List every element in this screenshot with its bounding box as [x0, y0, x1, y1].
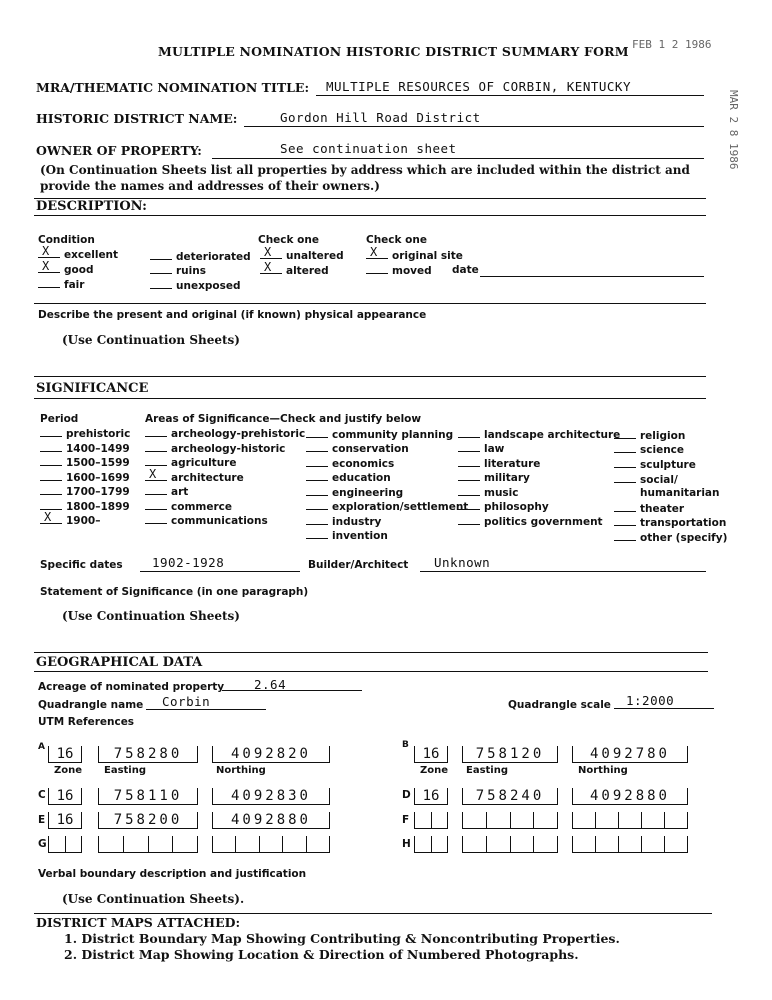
area-item: commerce — [145, 500, 232, 513]
period-item: 1500–1599 — [40, 456, 130, 469]
zone-label: Zone — [420, 765, 449, 776]
specific-dates-label: Specific dates — [40, 559, 123, 571]
area-item: exploration/settlement — [306, 500, 468, 513]
acreage-label: Acreage of nominated property — [38, 681, 225, 693]
description-heading: DESCRIPTION: — [36, 199, 147, 214]
utm-f-zone — [414, 812, 448, 829]
period-item: 1800–1899 — [40, 500, 130, 513]
area-item: conservation — [306, 442, 409, 455]
condition-fair: fair — [38, 278, 84, 291]
utm-letter-g: G — [38, 838, 47, 850]
date-line — [480, 276, 704, 277]
date-label: date — [452, 264, 479, 276]
side-stamp: MAR 2 8 1986 — [727, 90, 740, 170]
quad-scale-label: Quadrangle scale — [508, 699, 611, 711]
divider — [34, 671, 708, 672]
area-item: invention — [306, 529, 388, 542]
condition-good: X good — [38, 263, 93, 276]
northing-label: Northing — [216, 765, 266, 776]
owner-line — [212, 158, 704, 159]
acreage-line — [222, 690, 362, 691]
utm-h-northing — [572, 836, 688, 853]
area-item: community planning — [306, 428, 453, 441]
area-item: music — [458, 486, 519, 499]
period-item: X 1900– — [40, 514, 100, 527]
form-title: MULTIPLE NOMINATION HISTORIC DISTRICT SUMMARY FORM — [158, 44, 629, 59]
utm-letter-h: H — [402, 838, 411, 850]
appearance-label: Describe the present and original (if known) physical appearance — [38, 309, 427, 321]
verbal-label: Verbal boundary description and justification — [38, 868, 307, 880]
check-one-label: Check one — [366, 234, 427, 246]
maps-item: 1. District Boundary Map Showing Contributing & Noncontributing Properties. — [64, 931, 620, 946]
area-item: military — [458, 471, 530, 484]
utm-label: UTM References — [38, 716, 135, 728]
maps-item: 2. District Map Showing Location & Direction of Numbered Photographs. — [64, 947, 579, 962]
area-item: social/ — [614, 473, 678, 486]
area-item: humanitarian — [640, 487, 720, 499]
owner-note-2: provide the names and addresses of their owners.) — [40, 179, 380, 193]
moved: moved — [366, 264, 432, 277]
utm-e-zone: 16 — [48, 812, 82, 829]
utm-d-easting: 758240 — [462, 788, 558, 805]
area-item: archeology-prehistoric — [145, 427, 305, 440]
condition-excellent: X excellent — [38, 248, 118, 261]
significance-heading: SIGNIFICANCE — [36, 381, 149, 396]
builder-label: Builder/Architect — [308, 559, 409, 571]
area-item: education — [306, 471, 391, 484]
period-item: 1700–1799 — [40, 485, 130, 498]
utm-g-northing — [212, 836, 330, 853]
quad-name-value: Corbin — [162, 694, 211, 709]
divider — [34, 376, 706, 377]
area-item: archeology-historic — [145, 442, 285, 455]
period-item: 1600–1699 — [40, 471, 130, 484]
mra-value: MULTIPLE RESOURCES OF CORBIN, KENTUCKY — [326, 79, 631, 94]
area-item: theater — [614, 502, 684, 515]
use-continuation-sheets: (Use Continuation Sheets) — [62, 609, 240, 623]
received-stamp: FEB 1 2 1986 — [632, 38, 712, 51]
utm-d-northing: 4092880 — [572, 788, 688, 805]
utm-letter-e: E — [38, 814, 46, 826]
maps-heading: DISTRICT MAPS ATTACHED: — [36, 915, 241, 930]
area-item: philosophy — [458, 500, 549, 513]
area-item: art — [145, 485, 188, 498]
easting-label: Easting — [466, 765, 509, 776]
area-item: science — [614, 443, 684, 456]
owner-note-1: (On Continuation Sheets list all properties by address which are included within the district and — [40, 163, 690, 177]
builder-line — [420, 571, 706, 572]
geo-heading: GEOGRAPHICAL DATA — [36, 655, 203, 670]
area-item: other (specify) — [614, 531, 727, 544]
divider — [34, 913, 712, 914]
use-continuation-sheets: (Use Continuation Sheets) — [62, 333, 240, 347]
area-item: literature — [458, 457, 540, 470]
district-label: HISTORIC DISTRICT NAME: — [36, 111, 238, 126]
zone-label: Zone — [54, 765, 83, 776]
dates-line — [140, 571, 300, 572]
utm-a-northing: 4092820 — [212, 746, 330, 763]
utm-b-easting: 758120 — [462, 746, 558, 763]
utm-f-northing — [572, 812, 688, 829]
northing-label: Northing — [578, 765, 628, 776]
utm-a-zone: 16 — [48, 746, 82, 763]
quad-name-label: Quadrangle name — [38, 699, 144, 711]
area-item: sculpture — [614, 458, 696, 471]
divider — [34, 652, 708, 653]
area-item: communications — [145, 514, 268, 527]
quad-scale-line — [614, 708, 714, 709]
utm-g-zone — [48, 836, 82, 853]
owner-value: See continuation sheet — [280, 141, 457, 156]
mra-label: MRA/THEMATIC NOMINATION TITLE: — [36, 80, 310, 95]
utm-c-northing: 4092830 — [212, 788, 330, 805]
altered: X altered — [260, 264, 329, 277]
district-value: Gordon Hill Road District — [280, 110, 481, 125]
use-continuation-sheets: (Use Continuation Sheets). — [62, 892, 245, 906]
utm-c-easting: 758110 — [98, 788, 198, 805]
condition-ruins: ruins — [150, 264, 206, 277]
unaltered: X unaltered — [260, 249, 344, 262]
area-item: politics government — [458, 515, 603, 528]
district-line — [244, 126, 704, 127]
specific-dates-value: 1902-1928 — [152, 555, 225, 570]
utm-a-easting: 758280 — [98, 746, 198, 763]
condition-label: Condition — [38, 234, 95, 246]
utm-f-easting — [462, 812, 558, 829]
area-item: landscape architecture — [458, 428, 620, 441]
area-item: economics — [306, 457, 394, 470]
owner-label: OWNER OF PROPERTY: — [36, 143, 202, 158]
period-item: prehistoric — [40, 427, 130, 440]
utm-h-zone — [414, 836, 448, 853]
quad-scale-value: 1:2000 — [626, 693, 675, 708]
builder-value: Unknown — [434, 555, 491, 570]
mra-line — [316, 95, 704, 96]
utm-e-easting: 758200 — [98, 812, 198, 829]
utm-letter-b: B — [402, 740, 409, 750]
area-item: agriculture — [145, 456, 236, 469]
acreage-value: 2.64 — [254, 677, 287, 692]
utm-b-zone: 16 — [414, 746, 448, 763]
period-label: Period — [40, 413, 79, 425]
area-item: industry — [306, 515, 381, 528]
area-item: religion — [614, 429, 685, 442]
period-item: 1400–1499 — [40, 442, 130, 455]
utm-letter-d: D — [402, 789, 411, 801]
utm-letter-a: A — [38, 742, 45, 752]
area-item: engineering — [306, 486, 403, 499]
divider — [34, 215, 706, 216]
utm-letter-c: C — [38, 789, 46, 801]
area-item: transportation — [614, 516, 726, 529]
utm-b-northing: 4092780 — [572, 746, 688, 763]
check-one-label: Check one — [258, 234, 319, 246]
condition-deteriorated: deteriorated — [150, 250, 251, 263]
utm-g-easting — [98, 836, 198, 853]
divider — [34, 303, 706, 304]
utm-letter-f: F — [402, 814, 410, 826]
utm-e-northing: 4092880 — [212, 812, 330, 829]
area-item: X architecture — [145, 471, 244, 484]
area-item: law — [458, 442, 504, 455]
quad-name-line — [146, 709, 266, 710]
areas-label: Areas of Significance—Check and justify below — [145, 413, 422, 425]
easting-label: Easting — [104, 765, 147, 776]
utm-c-zone: 16 — [48, 788, 82, 805]
utm-d-zone: 16 — [414, 788, 448, 805]
utm-h-easting — [462, 836, 558, 853]
divider — [34, 398, 706, 399]
condition-unexposed: unexposed — [150, 279, 240, 292]
statement-label: Statement of Significance (in one paragraph) — [40, 586, 309, 598]
original-site: X original site — [366, 249, 463, 262]
